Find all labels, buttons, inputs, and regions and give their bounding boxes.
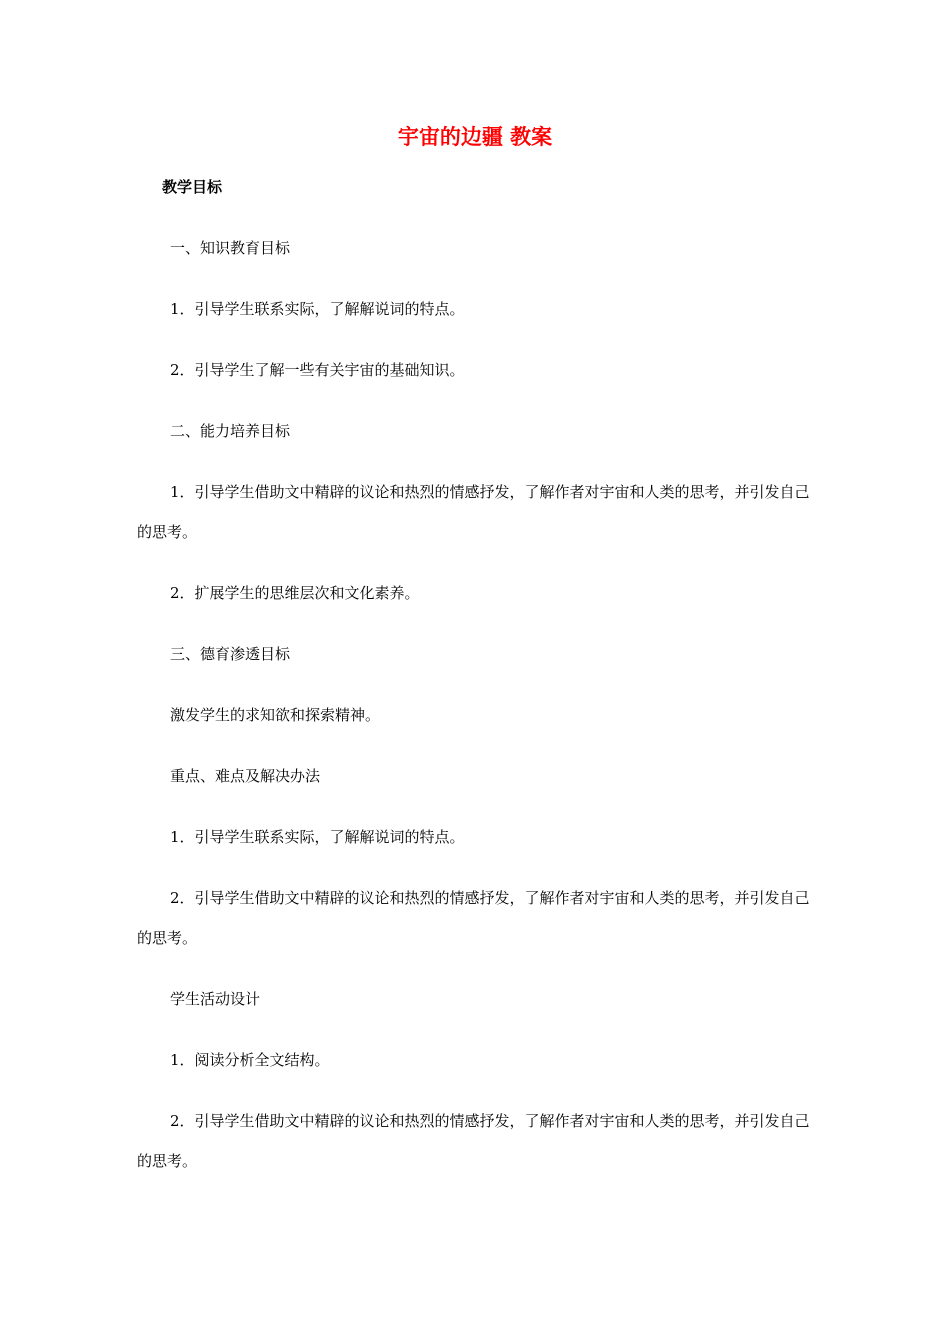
ability-goals-heading: 二、能力培养目标 — [170, 422, 291, 440]
knowledge-goal-item: 1．引导学生联系实际，了解解说词的特点。 — [170, 300, 465, 318]
ability-goal-item: 2．扩展学生的思维层次和文化素养。 — [170, 584, 420, 602]
knowledge-goals-heading: 一、知识教育目标 — [170, 239, 291, 257]
activity-item: 2．引导学生借助文中精辟的议论和热烈的情感抒发，了解作者对宇宙和人类的思考，并引发自己的思考。 — [137, 1112, 810, 1170]
key-points-heading: 重点、难点及解决办法 — [170, 767, 321, 785]
section-heading-teaching-goals: 教学目标 — [162, 178, 223, 196]
key-point-item: 1．引导学生联系实际，了解解说词的特点。 — [170, 828, 465, 846]
activities-heading: 学生活动设计 — [170, 990, 261, 1008]
moral-goal-item: 激发学生的求知欲和探索精神。 — [170, 706, 381, 724]
activity-item: 1．阅读分析全文结构。 — [170, 1051, 330, 1069]
document-title: 宇宙的边疆 教案 — [397, 125, 553, 149]
moral-goals-heading: 三、德育渗透目标 — [170, 645, 291, 663]
ability-goal-item: 1．引导学生借助文中精辟的议论和热烈的情感抒发，了解作者对宇宙和人类的思考，并引发自己的思考。 — [137, 483, 810, 541]
knowledge-goal-item: 2．引导学生了解一些有关宇宙的基础知识。 — [170, 361, 465, 379]
key-point-item: 2．引导学生借助文中精辟的议论和热烈的情感抒发，了解作者对宇宙和人类的思考，并引发自己的思考。 — [137, 889, 810, 947]
